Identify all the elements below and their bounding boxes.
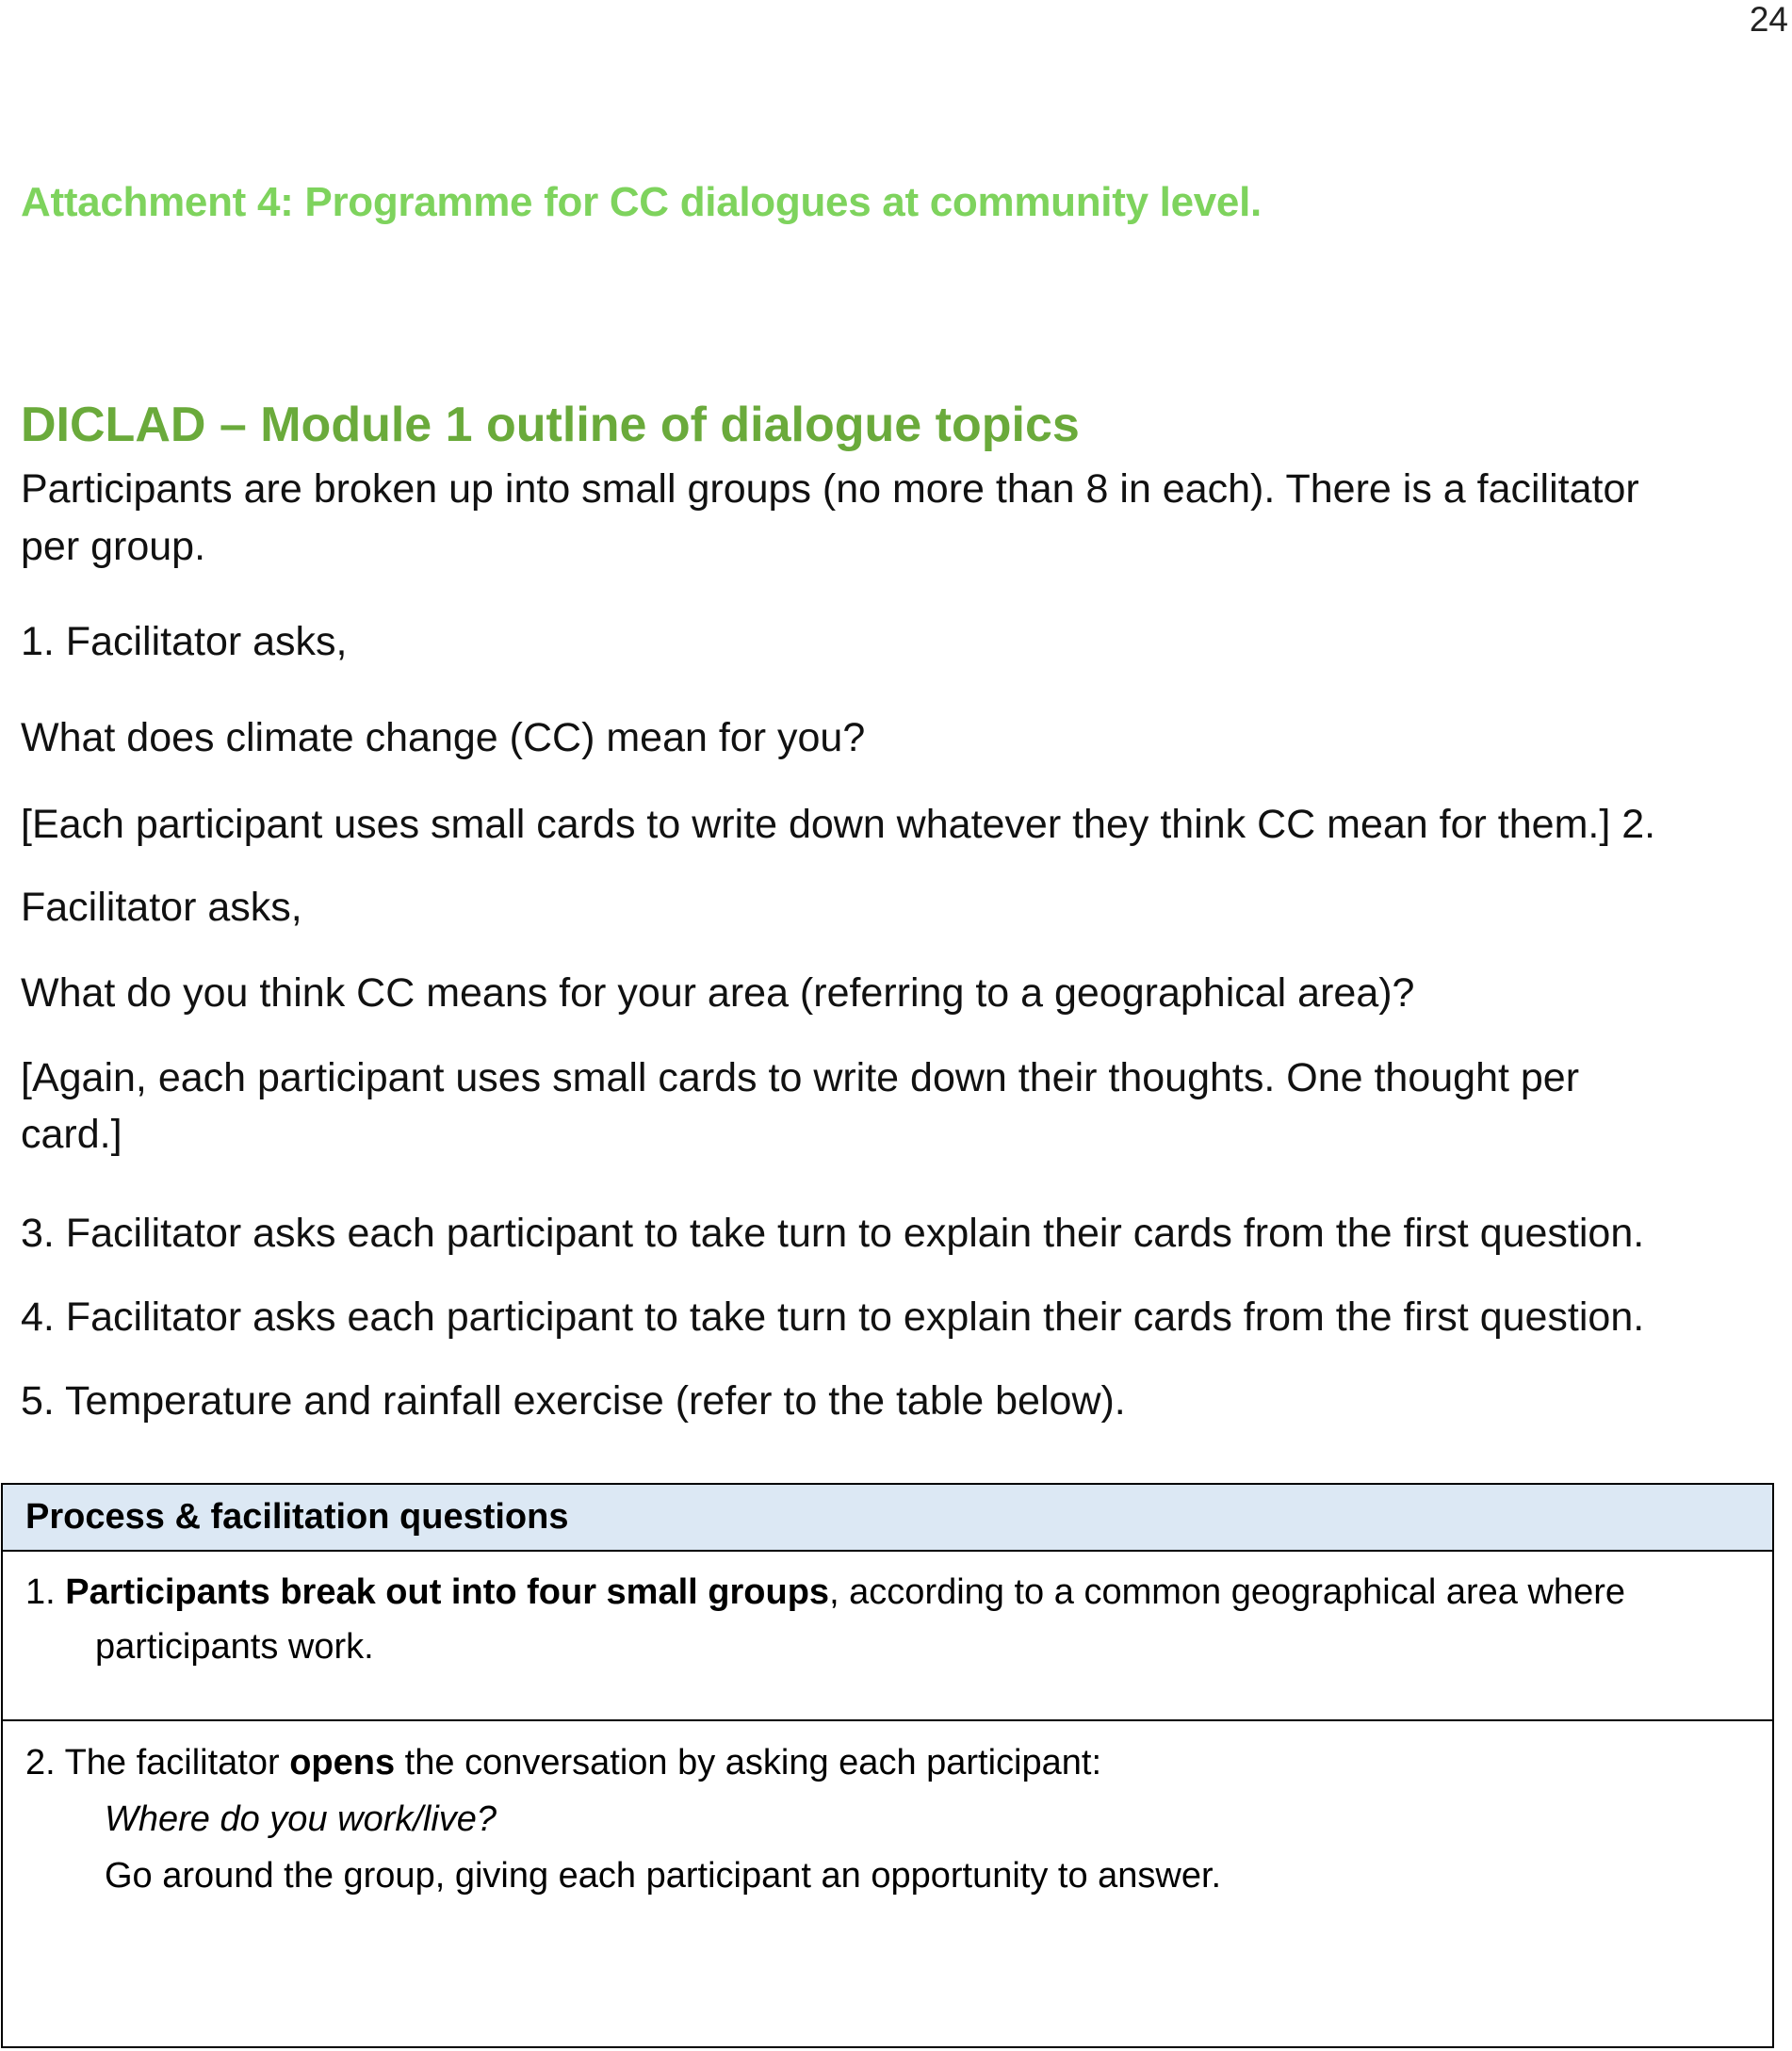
row1-continuation: participants work.: [95, 1627, 374, 1667]
row2-bold-text: opens: [289, 1743, 396, 1782]
intro-paragraph-line2: per group.: [21, 524, 206, 569]
note-1: [Each participant uses small cards to write down whatever they think CC mean for them.] 2.: [21, 802, 1656, 847]
module-heading: DICLAD – Module 1 outline of dialogue topics: [21, 398, 1080, 452]
attachment-title: Attachment 4: Programme for CC dialogues at community level.: [21, 179, 1262, 225]
row2-text: the conversation by asking each participant:: [395, 1743, 1102, 1782]
table-header: Process & facilitation questions: [3, 1485, 1772, 1552]
item-2: Facilitator asks,: [21, 885, 302, 930]
table-row: [3, 1721, 1772, 1904]
question-1: What does climate change (CC) mean for you?: [21, 715, 866, 760]
item-1: 1. Facilitator asks,: [21, 619, 348, 664]
item-4: 4. Facilitator asks each participant to take turn to explain their cards from the first question.: [21, 1294, 1645, 1340]
intro-paragraph-line1: Participants are broken up into small groups (no more than 8 in each). There is a facilitator: [21, 466, 1639, 512]
row2-instruction: Go around the group, giving each participant an opportunity to answer.: [105, 1856, 1222, 1896]
row2-prefix: 2. The facilitator: [25, 1743, 290, 1782]
table-row: [3, 1552, 1772, 1721]
row1-text: , according to a common geographical area where: [829, 1572, 1625, 1612]
row1-bold-text: Participants break out into four small groups: [65, 1572, 830, 1612]
row2-question: Where do you work/live?: [105, 1799, 497, 1839]
note-2-line1: [Again, each participant uses small cards to write down their thoughts. One thought per: [21, 1055, 1580, 1100]
note-2-line2: card.]: [21, 1112, 122, 1157]
page-number: 24: [1749, 0, 1788, 39]
question-2: What do you think CC means for your area (referring to a geographical area)?: [21, 970, 1415, 1016]
row1-number: 1.: [25, 1572, 56, 1612]
item-3: 3. Facilitator asks each participant to take turn to explain their cards from the first question.: [21, 1211, 1645, 1256]
item-5: 5. Temperature and rainfall exercise (refer to the table below).: [21, 1378, 1126, 1424]
facilitation-table: [1, 1483, 1774, 2048]
